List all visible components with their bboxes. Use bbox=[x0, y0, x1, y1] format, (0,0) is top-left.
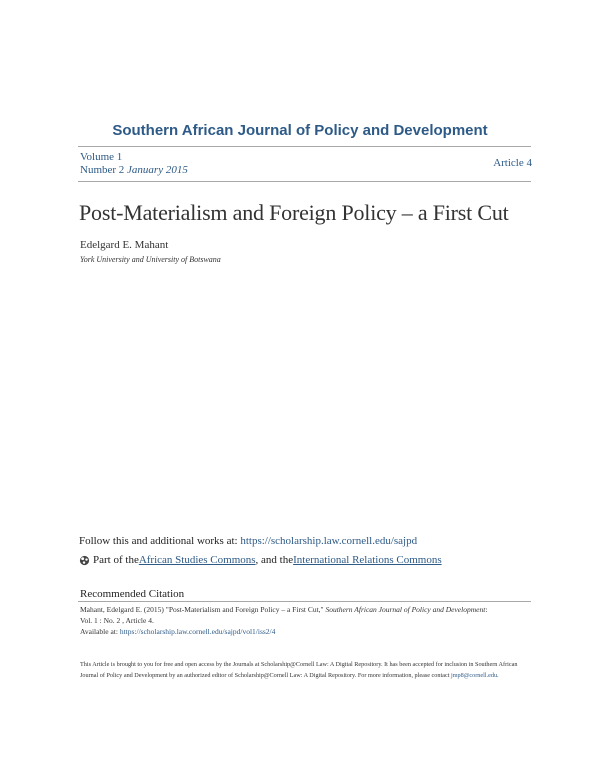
citation-text bbox=[80, 604, 540, 637]
issue-info bbox=[80, 151, 188, 177]
footer-end: . bbox=[497, 672, 499, 679]
journal-title[interactable]: Southern African Journal of Policy and Development bbox=[112, 122, 488, 139]
number-label: Number 2 bbox=[80, 164, 125, 176]
header-divider bbox=[78, 181, 531, 182]
article-title: Post-Materialism and Foreign Policy – a First Cut bbox=[79, 200, 509, 225]
article-number[interactable]: Article 4 bbox=[493, 157, 532, 169]
commons-network-icon bbox=[79, 555, 90, 566]
issue-date: January 2015 bbox=[127, 164, 188, 176]
author-name: Edelgard E. Mahant bbox=[80, 239, 169, 251]
citation-author-title: Mahant, Edelgard E. (2015) "Post-Materialism and Foreign Policy – a First Cut," bbox=[80, 605, 326, 614]
part-of-text: Part of the bbox=[93, 554, 139, 566]
citation-divider bbox=[78, 601, 531, 602]
citation-url-link[interactable]: https://scholarship.law.cornell.edu/sajpd/vol1/iss2/4 bbox=[119, 627, 276, 636]
recommended-citation-heading: Recommended Citation bbox=[80, 588, 185, 600]
volume-label[interactable]: Volume 1 bbox=[80, 151, 123, 163]
top-divider bbox=[78, 146, 531, 147]
part-of-line bbox=[79, 554, 442, 566]
footer-text: This Article is brought to you for free and open access by the Journals at Scholarship@Cornell Law: A Digital Repository. It has been accepted for inclusion in Southern African Journal of Policy and Development by an authorized editor of Scholarship@Cornell Law: A Digital Repository. For more information, please contact bbox=[80, 661, 518, 679]
footer-notice bbox=[80, 659, 535, 681]
repository-link[interactable]: https://scholarship.law.cornell.edu/sajpd bbox=[240, 535, 418, 547]
contact-email-link[interactable]: jmp8@cornell.edu bbox=[450, 672, 498, 679]
international-relations-commons-link[interactable]: International Relations Commons bbox=[293, 554, 442, 566]
follow-text: Follow this and additional works at: bbox=[79, 535, 241, 547]
and-the-text: , and the bbox=[255, 554, 294, 566]
citation-colon: : bbox=[485, 605, 488, 614]
citation-journal: Southern African Journal of Policy and Development bbox=[325, 605, 486, 614]
citation-volume: Vol. 1 : No. 2 , Article 4. bbox=[80, 616, 154, 625]
available-label: Available at: bbox=[80, 627, 120, 636]
follow-line bbox=[79, 535, 417, 547]
african-studies-commons-link[interactable]: African Studies Commons bbox=[138, 554, 256, 566]
issue-number-date[interactable] bbox=[80, 164, 188, 177]
author-affiliation: York University and University of Botswana bbox=[80, 255, 221, 264]
